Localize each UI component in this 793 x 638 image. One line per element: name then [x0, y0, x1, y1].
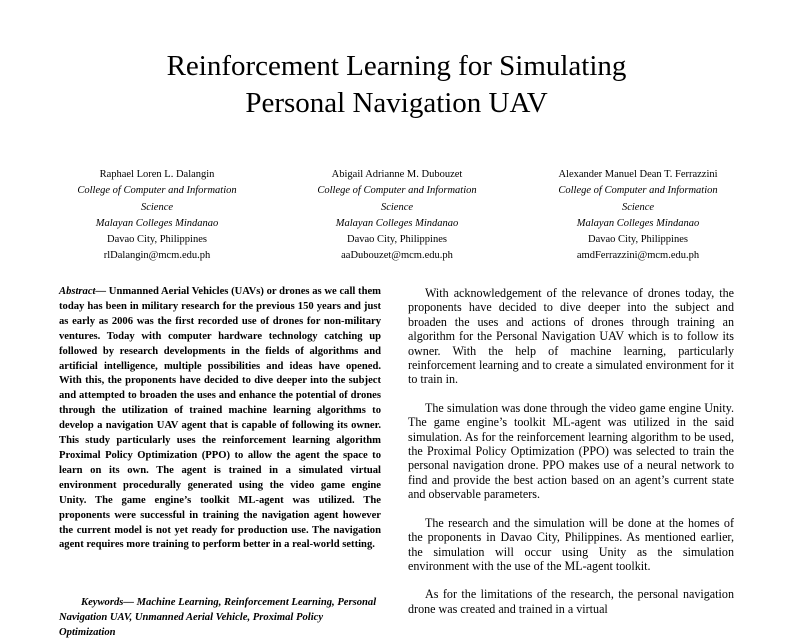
author-2	[297, 167, 497, 265]
author-location: Davao City, Philippines	[588, 234, 688, 246]
author-institution: Malayan Colleges Mindanao	[95, 217, 219, 229]
keywords-text: Machine Learning, Reinforcement Learning, Personal Navigation UAV, Unmanned Aerial Vehicle, Proximal Policy Optimization	[59, 597, 377, 638]
abstract-text: Unmanned Aerial Vehicles (UAVs) or drones as we call them today has been in military research for the previous 150 years and just as early as 2006 was the first recorded use of drones for non-military ventures. Today with computer hardware technology catching up followed by research developments in the fields of algorithms and artificial intelligence, multiple possibilities and ideas have opened. With this, the proponents have decided to dive deeper into the subject and attempted to broaden the uses and enhance the potential of drones through the utilization of trained machine learning algorithms to develop a navigation UAV agent that is capable of following its owner. This study particularly uses the reinforcement learning algorithm Proximal Policy Optimization (PPO) to allow the agent the space to learn on its own. The agent is trained in a simulated virtual environment procedurally generated using the video game engine Unity. The game engine’s toolkit ML-agent was utilized. The proponents were successful in training the navigation agent however the current model is not yet ready for production use. The navigation agent requires more training to perform better in a real-world setting.	[59, 286, 381, 551]
title-line-2: Personal Navigation UAV	[245, 87, 548, 119]
author-1	[57, 167, 257, 265]
author-3	[538, 167, 738, 265]
author-department-cont: Science	[621, 201, 655, 213]
author-institution: Malayan Colleges Mindanao	[576, 217, 700, 229]
title-line-1: Reinforcement Learning for Simulating	[166, 50, 627, 82]
body-paragraph: The simulation was done through the video game engine Unity. The game engine’s toolkit ML-agent was utilized in the said simulation. As for the reinforcement learning algorithm to be used, the Proximal Policy Optimization (PPO) was selected to train the personal navigation drone. PPO makes use of a neural network to find and provide the best action based on an agent’s current state and observable parameters.	[408, 400, 734, 502]
author-department: College of Computer and Information	[558, 185, 718, 197]
author-department: College of Computer and Information	[317, 185, 477, 197]
author-email: rlDalangin@mcm.edu.ph	[103, 250, 211, 262]
abstract-label: Abstract—	[59, 286, 107, 297]
body-column	[408, 286, 734, 630]
author-department-cont: Science	[140, 201, 174, 213]
author-department: College of Computer and Information	[77, 185, 237, 197]
body-paragraph: The research and the simulation will be done at the homes of the proponents in Davao City, Philippines. As mentioned earlier, the simulation will occur using Unity as the simulation environment with the use of the ML-agent toolkit.	[408, 515, 734, 573]
author-location: Davao City, Philippines	[347, 234, 447, 246]
author-block	[0, 167, 793, 267]
body-paragraph: As for the limitations of the research, the personal navigation drone was created and trained in a virtual	[408, 587, 734, 616]
keywords	[59, 596, 381, 638]
author-email: amdFerrazzini@mcm.edu.ph	[576, 250, 700, 262]
author-name: Alexander Manuel Dean T. Ferrazzini	[558, 169, 718, 180]
abstract	[59, 285, 381, 553]
author-email: aaDubouzet@mcm.edu.ph	[341, 250, 453, 262]
author-name: Raphael Loren L. Dalangin	[99, 169, 215, 180]
author-location: Davao City, Philippines	[107, 234, 207, 246]
author-department-cont: Science	[380, 201, 414, 213]
keywords-label: Keywords—	[81, 597, 134, 608]
paper-title	[0, 48, 793, 122]
author-institution: Malayan Colleges Mindanao	[335, 217, 459, 229]
author-name: Abigail Adrianne M. Dubouzet	[331, 169, 463, 180]
body-paragraph: With acknowledgement of the relevance of drones today, the proponents have decided to dive deeper into the subject and broaden the uses and actions of drones through training an algorithm for the Personal Navigation UAV which is to follow its owner. With the help of machine learning, particularly reinforcement learning and to create a simulated environment for it to train in.	[408, 286, 734, 387]
